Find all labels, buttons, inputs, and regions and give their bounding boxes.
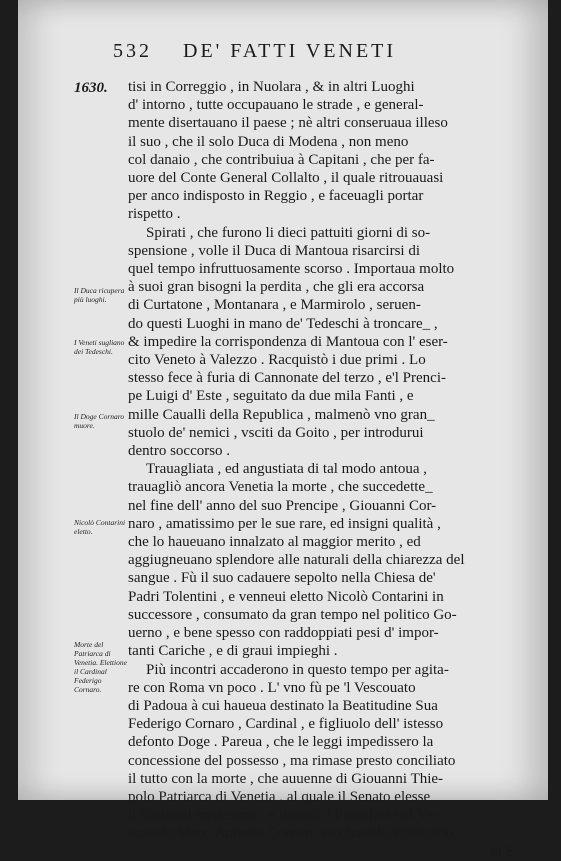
text-line: Federigo Cornaro , Cardinal , e figliuolo dell' istesso [128, 716, 444, 733]
text-line: che lo haueuano innalzato al maggior merito , ed [128, 534, 421, 551]
text-line: Più incontri accaderono in questo tempo per agita- [146, 661, 449, 678]
margin-note: Il Duca ricupera più luoghi. [74, 286, 125, 304]
text-line: polo Patriarca di Venetia , al quale il Senato elesse [128, 788, 431, 805]
text-line: il Cardinal medesimo , e inuestì il Pontefice nel Ve- [128, 807, 438, 824]
text-line: stesso fece à furia di Cannonate del terzo , e'l Prenci- [128, 370, 446, 387]
margin-note: Morte del Patriarca di Venetia. Elettione il Cardinal Federigo Cornaro. [74, 640, 127, 694]
text-line: di Curtatone , Montanara , e Marmirolo , seruen- [128, 297, 421, 314]
text-line: spensione , volle il Duca di Mantoua risarcirsi di [128, 242, 421, 259]
text-line: nel fine dell' anno del suo Prencipe , Giouanni Cor- [128, 497, 437, 514]
text-line: dentro soccorso . [128, 443, 231, 460]
book-page [18, 0, 548, 860]
text-line: successore , consumato da gran tempo nel politico Go- [128, 606, 457, 623]
text-line: defonto Doge . Pareua , che le leggi impedissero la [128, 734, 434, 751]
text-line: concessione del possesso , ma rimase presto conciliato [128, 752, 456, 769]
text-line: sangue . Fù il suo cadauere sepolto nella Chiesa de' [128, 570, 436, 587]
text-line: tisi in Correggio , in Nuolara , & in altri Luoghi [128, 79, 415, 95]
text-line: à suoi gran bisogni la perdita , che gli era accorsa [128, 279, 425, 296]
text-line: per anco indisposto in Reggio , e faceuagli portar [128, 188, 424, 205]
text-line: pe Luigi d' Este , seguitato da due mila Fanti , e [128, 388, 414, 405]
text-line: cito Veneto à Valezzo . Racquistò i due primi . Lo [128, 352, 426, 369]
text-line: rispetto . [128, 206, 181, 223]
text-line: & impedire la corrispondenza di Mantoua con l' eser- [128, 333, 448, 350]
text-line: uerno , e bene spesso con raddoppiati pesi d' impor- [128, 625, 439, 642]
text-line: uore del Conte General Collalto , il quale ritrouauasi [128, 170, 444, 187]
text-line: naro , amatissimo per le sue rare, ed insigni qualità , [128, 515, 441, 532]
margin-note: Nicolò Contarini eletto. [74, 518, 126, 536]
text-line: quel tempo infruttuosamente scorso . Importaua molto [128, 261, 455, 278]
text-line: Spirati , che furono li dieci pattuiti giorni di so- [146, 224, 431, 241]
margin-year: 1630. [74, 80, 108, 96]
text-line: aggiugneuano splendore alle naturali della chiarezza del [128, 552, 465, 569]
text-line: mille Caualli della Republica , malmenò vno gran_ [128, 406, 435, 423]
text-line: tanti Cariche , e di graui impieghi . [128, 643, 338, 660]
margin-notes [74, 0, 128, 800]
page-number: 532 [113, 40, 152, 62]
text-line: trauagliò ancora Venetia la morte , che succedette_ [128, 479, 433, 496]
text-line: d' intorno , tutte occupauano le strade , e general- [128, 97, 424, 114]
text-line: Padri Tolentini , e venneui eletto Nicolò Contarini in [128, 588, 444, 605]
text-line: il tutto con la morte , che auuenne di Giouanni Thie- [128, 770, 444, 787]
margin-note: I Veneti sugliano dei Tedeschi. [74, 338, 125, 356]
text-line: col danaio , che contribuiua à Capitani , che per fa- [128, 151, 435, 168]
text-line: Trauagliata , ed angustiata di tal modo antoua , [146, 461, 428, 478]
body-text [128, 78, 518, 861]
text-line: di Padoua à cui haueua destinato la Beatitudine Sua [128, 697, 438, 714]
text-line: il suo , che il solo Duca di Modena , non meno [128, 133, 409, 150]
running-title: DE' FATTI VENETI [183, 40, 397, 62]
text-line: stuolo de' nemici , vsciti da Goito , per introdurui [128, 424, 424, 441]
margin-note: Il Doge Cornaro muore. [74, 412, 125, 430]
text-line: do questi Luoghi in mano de' Tedeschi à troncare_ , [128, 315, 438, 332]
text-line: mente disertauano il paese ; nè altri conseruaua illeso [128, 115, 448, 132]
text-line: di S. [490, 843, 518, 860]
text-line: re con Roma vn poco . L' vno fù pe 'l Vescouato [128, 679, 416, 696]
text-line: scouato Marc' Antonio Cornaro suo fratello Primicirio [128, 825, 454, 842]
